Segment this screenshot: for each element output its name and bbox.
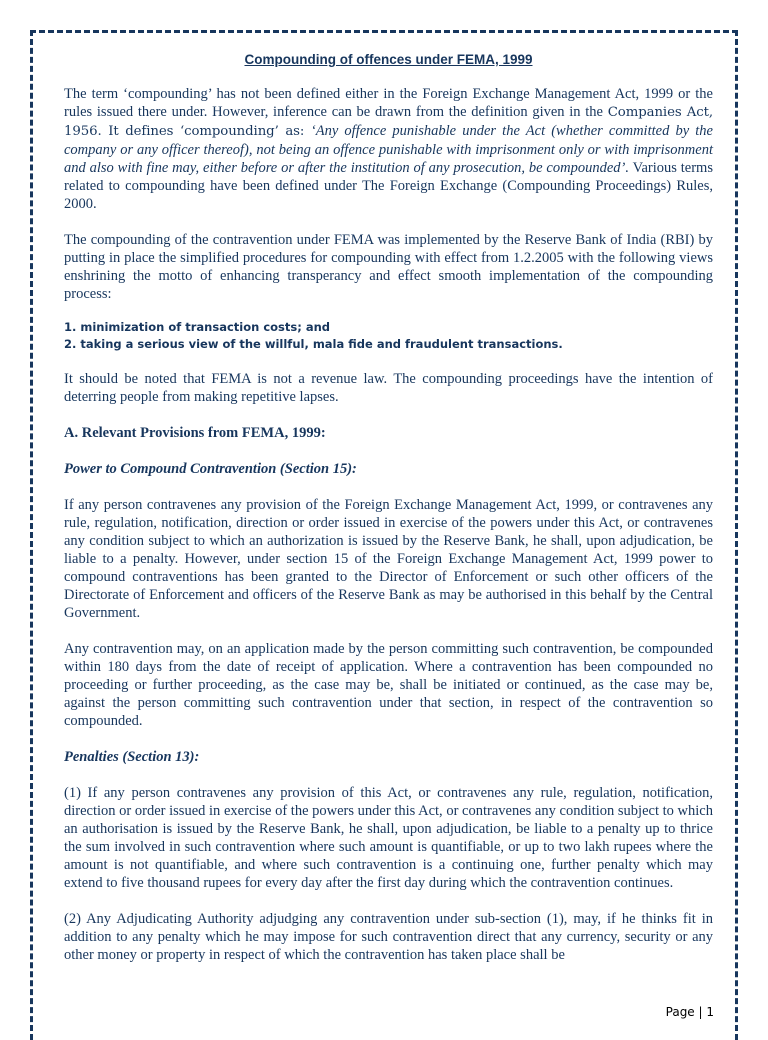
section-13-heading: Penalties (Section 13): [64, 749, 200, 765]
document-title: Compounding of offences under FEMA, 1999 [244, 52, 533, 67]
section-13-paragraph-1: (1) If any person contravenes any provision of this Act, or contravenes any rule, regulation, notification, direction or order issued in exercise of the powers under this Act, or contravenes any condition subject to which an authorisation is issued by the Reserve Bank, he shall, upon adjudication, be liable to a penalty up to thrice the sum involved in such contravention where such amount is quantifiable, or up to two lakh rupees where the amount is not quantifiable, and where such contravention is a continuing one, further penalty which may extend to five thousand rupees for every day after the first day during which the contravention continues. [64, 785, 713, 891]
list-item: 2. taking a serious view of the willful, mala fide and fraudulent transactions. [64, 337, 563, 351]
intro-text-part2: Companies Act, 1956. It defines ‘compounding’ as: [64, 105, 713, 139]
intro-text-part3: Various terms related to compounding have been defined under The Foreign Exchange (Compounding Proceedings) Rules, 2000. [64, 160, 713, 212]
section-15-paragraph-1: If any person contravenes any provision of the Foreign Exchange Management Act, 1999, or contravenes any rule, regulation, notification, direction or order issued in exercise of the powers under this Act, or contravenes any condition subject to which an authorization is issued by the Reserve Bank, he shall, upon adjudication, be liable to a penalty. However, under section 15 of the Foreign Exchange Management Act, 1999 power to compound contraventions has been granted to the Director of Enforcement or such other officers of the Directorate of Enforcement and officers of the Reserve Bank as may be authorised in this behalf by the Central Government. [64, 497, 713, 621]
intro-paragraph [64, 85, 713, 213]
section-13-paragraph-2: (2) Any Adjudicating Authority adjudging any contravention under sub-section (1), may, if he thinks fit in addition to any penalty which he may impose for such contravention direct that any currency, security or any other money or property in respect of which the contravention has taken place shall be [64, 911, 713, 963]
section-a-heading: A. Relevant Provisions from FEMA, 1999: [64, 425, 326, 441]
section-15-paragraph-2: Any contravention may, on an application made by the person committing such contravention, be compounded within 180 days from the date of receipt of application. Where a contravention has been compounded no proceeding or further proceeding, as the case may be, shall be initiated or continued, as the case may be, against the person committing such contravention under that section, in respect of the contravention so compounded. [64, 641, 713, 729]
revenue-note-paragraph: It should be noted that FEMA is not a revenue law. The compounding proceedings have the intention of deterring people from making repetitive lapses. [64, 371, 713, 405]
document-body [64, 52, 713, 982]
objectives-list [64, 319, 713, 353]
list-item: 1. minimization of transaction costs; and [64, 320, 330, 334]
rbi-paragraph: The compounding of the contravention under FEMA was implemented by the Reserve Bank of India (RBI) by putting in place the simplified procedures for compounding with effect from 1.2.2005 with the following views enshrining the motto of enhancing transperancy and effect smooth implementation of the compounding process: [64, 232, 713, 302]
section-15-heading: Power to Compound Contravention (Section 15): [64, 461, 357, 477]
intro-text-part1: The term ‘compounding’ has not been defined either in the Foreign Exchange Management Act, 1999 or the rules issued there under. However, inference can be drawn from the definition given in the [64, 86, 713, 120]
intro-quote: ‘Any offence punishable under the Act (whether committed by the company or any officer thereof), not being an offence punishable with imprisonment only or with imprisonment and also with fine may, either before or after the institution of any prosecution, be compounded’. [64, 123, 713, 176]
page-number: Page | 1 [665, 1005, 714, 1019]
